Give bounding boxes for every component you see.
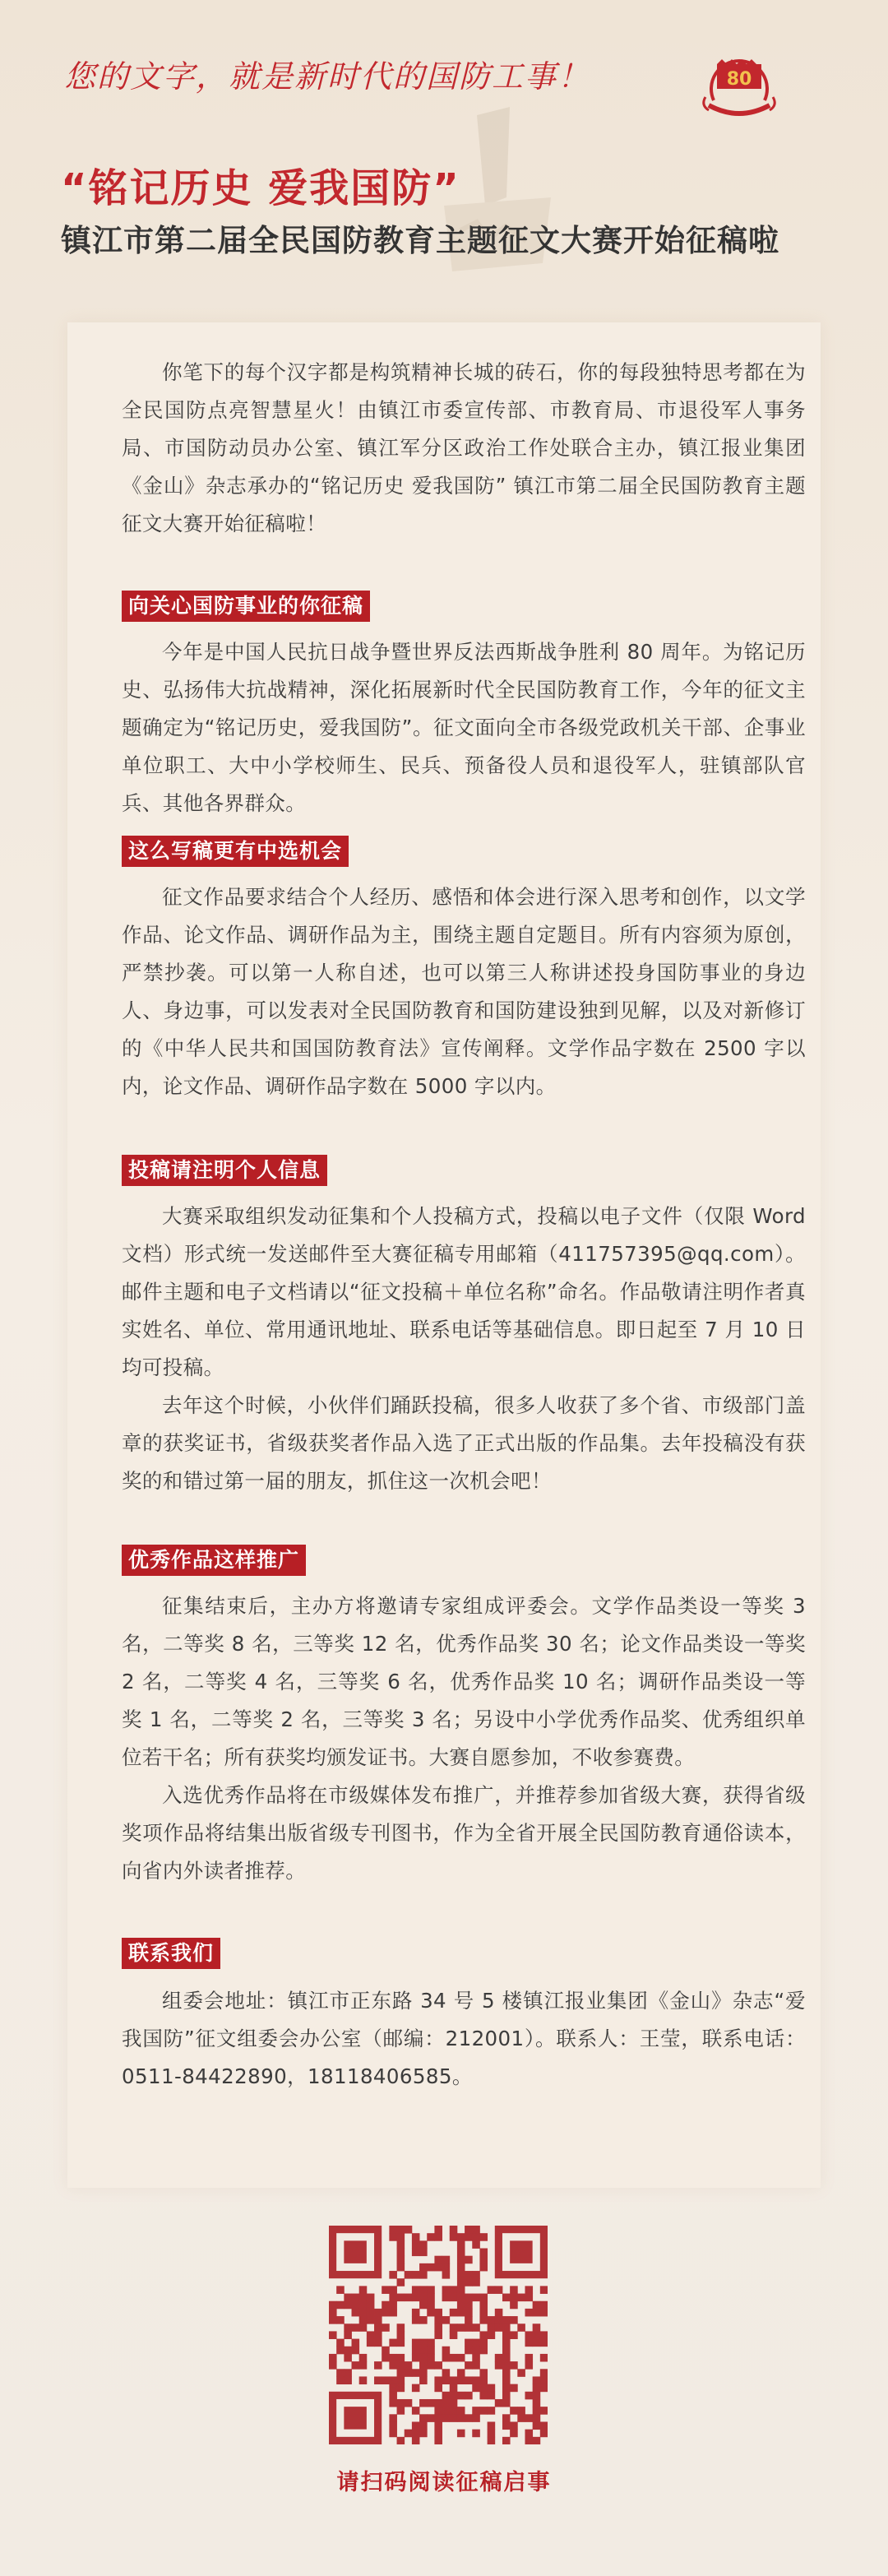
section-promotion-paragraph-1: 征集结束后，主办方将邀请专家组成评委会。文学作品类设一等奖 3 名，二等奖 8 名，三等奖 12 名，优秀作品奖 30 名；论文作品类设一等奖 2 名，二等奖 4 名，三等奖 6 名，优秀作品奖 10 名；调研作品类设一等奖 1 名，二等奖 2 名，三等奖 3 名；另设中小学优秀作品奖、优秀组织单位若干名；所有获奖均颁发证书。大赛自愿参加，不收参赛费。 (122, 1594, 806, 1769)
title-sub: 镇江市第二届全民国防教育主题征文大赛开始征稿啦 (61, 223, 779, 258)
section-heading-promotion: 优秀作品这样推广 (122, 1545, 306, 1576)
section-submit-paragraph-2: 去年这个时候，小伙伴们踊跃投稿，很多人收获了多个省、市级部门盖章的获奖证书，省级获奖者作品入选了正式出版的作品集。去年投稿没有获奖的和错过第一届的朋友，抓住这一次机会吧！ (122, 1393, 806, 1493)
title-main: “铭记历史 爱我国防” (61, 165, 460, 211)
section-contact-paragraph: 组委会地址：镇江市正东路 34 号 5 楼镇江报业集团《金山》杂志“爱我国防”征文组委会办公室（邮编：212001）。联系人：王莹，联系电话：0511-84422890，18118406585。 (122, 1989, 806, 2088)
qr-code[interactable] (329, 2226, 548, 2444)
qr-caption: 请扫码阅读征稿启事 (336, 2470, 552, 2495)
badge-number: 80 (726, 69, 752, 90)
section-tips-paragraph: 征文作品要求结合个人经历、感悟和体会进行深入思考和创作，以文学作品、论文作品、调研作品为主，围绕主题自定题目。所有内容须为原创，严禁抄袭。可以第一人称自述，也可以第三人称讲述投身国防事业的身边人、身边事，可以发表对全民国防教育和国防建设独到见解，以及对新修订的《中华人民共和国国防教育法》宣传阐释。文学作品字数在 2500 字以内，论文作品、调研作品字数在 5000 字以内。 (122, 885, 806, 1098)
section-heading-submit: 投稿请注明个人信息 (122, 1155, 327, 1186)
section-submit-paragraph-1: 大赛采取组织发动征集和个人投稿方式，投稿以电子文件（仅限 Word 文档）形式统一发送邮件至大赛征稿专用邮箱（411757395@qq.com）。邮件主题和电子文档请以“征文投稿＋单位名称”命名。作品敬请注明作者真实姓名、单位、常用通讯地址、联系电话等基础信息。即日起至 7 月 10 日均可投稿。 (122, 1204, 806, 1379)
section-heading-tips: 这么写稿更有中选机会 (122, 836, 349, 867)
section-heading-contact: 联系我们 (122, 1938, 220, 1969)
anniversary-badge-icon (689, 39, 789, 130)
section-call-paragraph: 今年是中国人民抗日战争暨世界反法西斯战争胜利 80 周年。为铭记历史、弘扬伟大抗战精神，深化拓展新时代全民国防教育工作，今年的征文主题确定为“铭记历史，爱我国防”。征文面向全市各级党政机关干部、企事业单位职工、大中小学校师生、民兵、预备役人员和退役军人，驻镇部队官兵、其他各界群众。 (122, 640, 806, 815)
header-slogan: 您的文字，就是新时代的国防工事！ (64, 58, 591, 95)
section-heading-call: 向关心国防事业的你征稿 (122, 591, 370, 622)
section-promotion-paragraph-2: 入选优秀作品将在市级媒体发布推广，并推荐参加省级大赛，获得省级奖项作品将结集出版省级专刊图书，作为全省开展全民国防教育通俗读本，向省内外读者推荐。 (122, 1783, 806, 1883)
intro-paragraph: 你笔下的每个汉字都是构筑精神长城的砖石，你的每段独特思考都在为全民国防点亮智慧星火！由镇江市委宣传部、市教育局、市退役军人事务局、市国防动员办公室、镇江军分区政治工作处联合主办，镇江报业集团《金山》杂志承办的“铭记历史 爱我国防” 镇江市第二届全民国防教育主题征文大赛开始征稿啦！ (122, 360, 806, 535)
